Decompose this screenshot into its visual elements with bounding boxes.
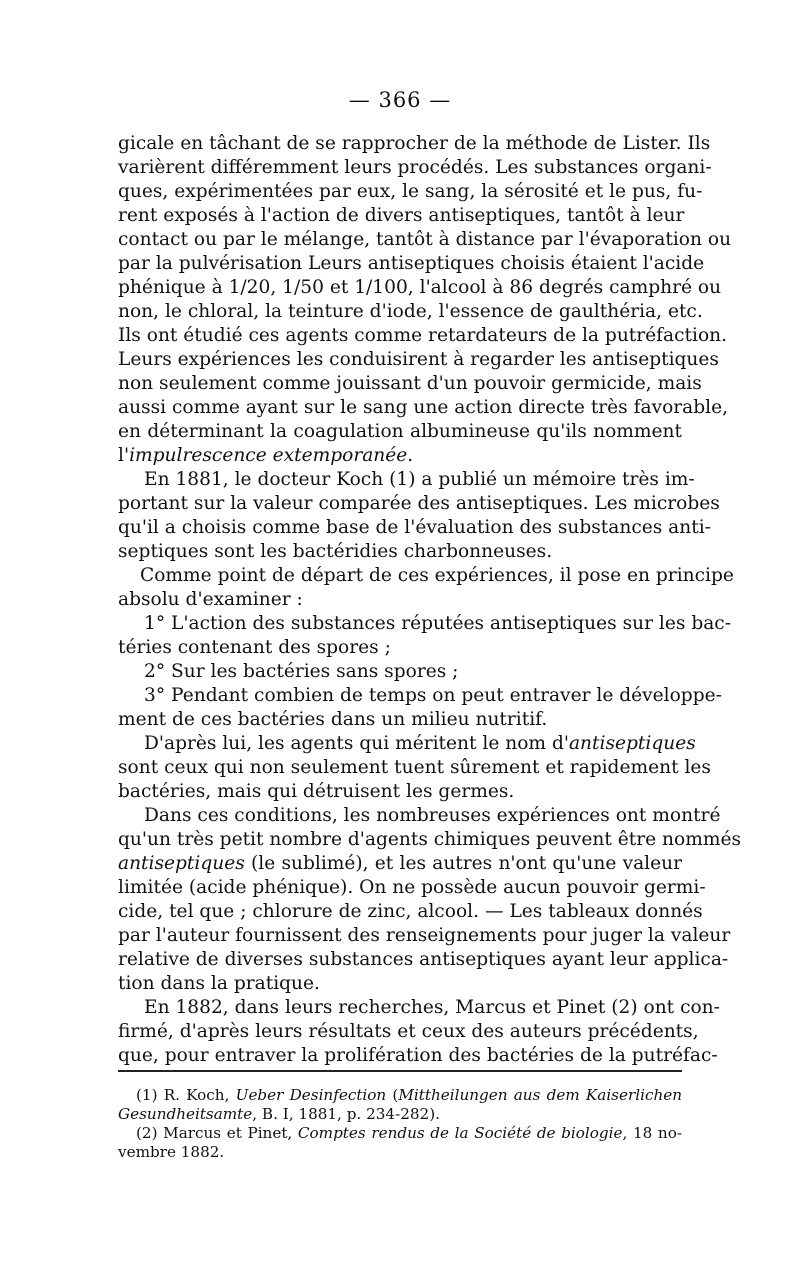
- text-line: relative de diverses substances antiseptiques ayant leur applica-: [118, 949, 729, 970]
- footnote-text: (: [386, 1086, 399, 1104]
- text-line: qu'un très petit nombre d'agents chimiques peuvent être nommés: [118, 829, 742, 850]
- text-line: portant sur la valeur comparée des antiseptiques. Les microbes: [118, 493, 720, 514]
- text-line: absolu d'examiner :: [118, 589, 303, 610]
- page-number: — 366 —: [348, 88, 452, 112]
- footnote-2-cont: vembre 1882.: [118, 1143, 225, 1161]
- text-span: D'après lui, les agents qui méritent le nom d': [144, 733, 569, 754]
- text-line: limitée (acide phénique). On ne possède aucun pouvoir germi-: [118, 877, 706, 898]
- paragraph-start: En 1881, le docteur Koch (1) a publié un mémoire très im-: [144, 469, 695, 490]
- footnote-1: [136, 1086, 682, 1105]
- text-line: que, pour entraver la prolifération des bactéries de la putréfac-: [118, 1045, 718, 1066]
- footnote-divider: [118, 1070, 682, 1072]
- text-line: sont ceux qui non seulement tuent sûrement et rapidement les: [118, 757, 711, 778]
- text-line: septiques sont les bactéridies charbonneuses.: [118, 541, 553, 562]
- text-line: ment de ces bactéries dans un milieu nutritif.: [118, 709, 548, 730]
- text-line: téries contenant des spores ;: [118, 637, 391, 658]
- footnote-title: Comptes rendus de la Société de biologie: [297, 1124, 623, 1142]
- text-line: Ils ont étudié ces agents comme retardateurs de la putréfaction.: [118, 325, 728, 346]
- text-line: firmé, d'après leurs résultats et ceux des auteurs précédents,: [118, 1021, 699, 1042]
- text-line: non seulement comme jouissant d'un pouvoir germicide, mais: [118, 373, 702, 394]
- text-line: gicale en tâchant de se rapprocher de la méthode de Lister. Ils: [118, 133, 711, 154]
- footnote-title: Mittheilungen aus dem Kaiserlichen: [398, 1086, 682, 1104]
- text-span: l': [118, 445, 130, 466]
- text-line: cide, tel que ; chlorure de zinc, alcool. — Les tableaux donnés: [118, 901, 703, 922]
- text-line: en déterminant la coagulation albumineuse qu'ils nomment: [118, 421, 682, 442]
- text-line-italic: [118, 444, 682, 468]
- italic-term: antiseptiques: [118, 853, 245, 874]
- text-line: tion dans la pratique.: [118, 973, 320, 994]
- paragraph-start: Dans ces conditions, les nombreuses expériences ont montré: [144, 805, 721, 826]
- footnote-text: (1) R. Koch,: [136, 1086, 236, 1104]
- text-line: non, le chloral, la teinture d'iode, l'essence de gaulthéria, etc.: [118, 301, 703, 322]
- footnote-text: , B. I, 1881, p. 234-282).: [252, 1105, 440, 1123]
- italic-term: antiseptiques: [568, 733, 696, 754]
- text-line: qu'il a choisis comme base de l'évaluation des substances anti-: [118, 517, 711, 538]
- text-line: rent exposés à l'action de divers antiseptiques, tantôt à leur: [118, 205, 685, 226]
- text-line: Leurs expériences les conduisirent à regarder les antiseptiques: [118, 349, 719, 370]
- text-line: varièrent différemment leurs procédés. Les substances organi-: [118, 157, 712, 178]
- text-line-italic: [144, 732, 696, 756]
- footnote-2: [136, 1124, 682, 1143]
- footnote-title: Ueber Desinfection: [235, 1086, 387, 1104]
- text-line-italic: [118, 852, 682, 876]
- text-line: bactéries, mais qui détruisent les germes.: [118, 781, 515, 802]
- list-item: 1° L'action des substances réputées antiseptiques sur les bac-: [144, 613, 732, 634]
- text-line: aussi comme ayant sur le sang une action directe très favorable,: [118, 397, 729, 418]
- text-line: phénique à 1/20, 1/50 et 1/100, l'alcool à 86 degrés camphré ou: [118, 277, 722, 298]
- text-line: par l'auteur fournissent des renseignements pour juger la valeur: [118, 925, 731, 946]
- list-item: 3° Pendant combien de temps on peut entraver le développe-: [144, 685, 722, 706]
- paragraph-start: Comme point de départ de ces expériences, il pose en principe: [140, 565, 734, 586]
- footnote-text: (2) Marcus et Pinet,: [136, 1124, 298, 1142]
- text-line: contact ou par le mélange, tantôt à distance par l'évaporation ou: [118, 229, 732, 250]
- text-line: par la pulvérisation Leurs antiseptiques choisis étaient l'acide: [118, 253, 705, 274]
- italic-phrase: impulrescence extemporanée.: [129, 445, 414, 466]
- paragraph-start: En 1882, dans leurs recherches, Marcus et Pinet (2) ont con-: [144, 997, 720, 1018]
- footnote-1-cont: [118, 1105, 682, 1124]
- footnote-text: , 18 no-: [622, 1124, 682, 1142]
- list-item: 2° Sur les bactéries sans spores ;: [144, 661, 459, 682]
- text-line: ques, expérimentées par eux, le sang, la sérosité et le pus, fu-: [118, 181, 703, 202]
- footnote-title: Gesundheitsamte: [118, 1105, 253, 1123]
- text-span: (le sublimé), et les autres n'ont qu'une valeur: [244, 853, 682, 874]
